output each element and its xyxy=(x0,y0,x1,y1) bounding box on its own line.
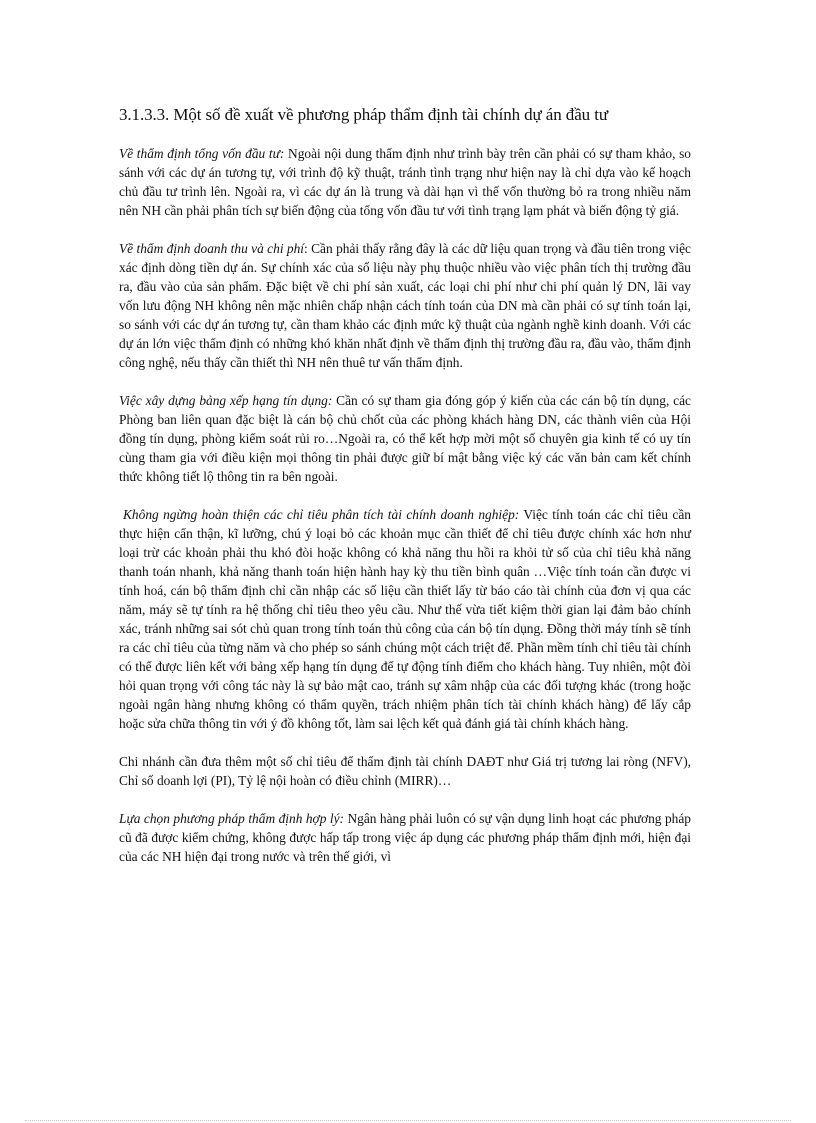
paragraph-lead: Lựa chọn phương pháp thẩm định hợp lý: xyxy=(119,811,344,826)
paragraph-total-investment xyxy=(119,144,691,220)
paragraph-lead: Về thẩm định tổng vốn đầu tư: xyxy=(119,146,285,161)
paragraph-lead: Việc xây dựng bảng xếp hạng tín dụng: xyxy=(119,393,333,408)
paragraph-lead: Về thẩm định doanh thu và chi phí xyxy=(119,241,305,256)
paragraph-text: Ngân hàng phải luôn có sự vận dụng linh hoạt các phương pháp cũ đã được kiểm chứng, không được hấp tấp trong việc áp dụng các phương pháp thẩm định mới, hiện đại của các NH hiện đại trong nước và trên thế giới, vì xyxy=(119,811,691,864)
paragraph-financial-indicators xyxy=(119,505,691,733)
paragraph-text: : Cần phải thấy rằng đây là các dữ liệu quan trọng và đầu tiên trong việc xác định dòng tiền dự án. Sự chính xác của số liệu này phụ thuộc nhiều vào việc phân tích thị trường đầu ra, đầu vào của sản phẩm. Đặc biệt về chi phí sản xuất, các loại chi phí như chi phí quản lý DN, lãi vay vốn lưu động NH không nên mặc nhiên chấp nhận cách tính toán của DN mà cần phải có sự tính toán lại, so sánh với các dự án tương tự, cần tham khảo các định mức kỹ thuật của ngành nghề kinh doanh. Với các dự án lớn việc thẩm định có những khó khăn nhất định về thẩm định thị trường đầu ra, đầu vào, thẩm định công nghệ, nếu thấy cần thiết thì NH nên thuê tư vấn thẩm định. xyxy=(119,241,691,370)
paragraph-text: Chi nhánh cần đưa thêm một số chỉ tiêu để thẩm định tài chính DAĐT như Giá trị tương lai ròng (NFV), Chỉ số doanh lợi (PI), Tỷ lệ nội hoàn có điều chỉnh (MIRR)… xyxy=(119,754,691,788)
paragraph-text: Ngoài nội dung thẩm định như trình bày trên cần phải có sự tham khảo, so sánh với các dự án tương tự, với trình độ kỹ thuật, tránh tình trạng như hiện nay là chỉ dựa vào kế hoạch chủ đầu tư trình lên. Ngoài ra, vì các dự án là trung và dài hạn vì thế vốn thường bỏ ra trong nhiều năm nên NH cần phải phân tích sự biến động của tổng vốn đầu tư với tình trạng lạm phát và biến động tỷ giá. xyxy=(119,146,691,218)
page-bottom-border xyxy=(25,1120,791,1121)
paragraph-branch-indicators xyxy=(119,752,691,790)
paragraph-credit-ranking xyxy=(119,391,691,486)
document-body xyxy=(119,144,691,885)
paragraph-revenue-cost xyxy=(119,239,691,372)
section-heading: 3.1.3.3. Một số đề xuất về phương pháp thẩm định tài chính dự án đầu tư xyxy=(119,105,608,124)
paragraph-text: Việc tính toán các chỉ tiêu cần thực hiện cẩn thận, kĩ lưỡng, chú ý loại bỏ các khoản mục cần thiết để chỉ tiêu được chính xác hơn như loại trừ các khoản phải thu khó đòi hoặc không có khả năng thu hồi ra khỏi tử số của chỉ tiêu khả năng thanh toán nhanh, khả năng thanh toán hiện hành hay kỳ thu tiền bình quân …Việc tính toán cần được vi tính hoá, cán bộ thẩm định chỉ cần nhập các số liệu cần thiết lấy từ báo cáo tài chính của đơn vị qua các năm, máy sẽ tự tính ra hệ thống chỉ tiêu theo yêu cầu. Như thế vừa tiết kiệm thời gian lại đảm bảo chính xác, tránh những sai sót chủ quan trong tính toán thủ công của cán bộ tín dụng. Đồng thời máy tính sẽ tính ra các chỉ tiêu của từng năm và cho phép so sánh chúng một cách triệt để. Phần mềm tính chỉ tiêu tài chính có thể được liên kết với bảng xếp hạng tín dụng để tự động tính điểm cho khách hàng. Tuy nhiên, một đòi hỏi quan trọng với công tác này là sự bảo mật cao, tránh sự xâm nhập của các đối tượng khác (trong hoặc ngoài ngân hàng nhưng không có thẩm quyền, trách nhiệm phân tích tài chính khách hàng) để lấy cắp hoặc sửa chữa thông tin với ý đồ không tốt, làm sai lệch kết quả đánh giá tài chính khách hàng. xyxy=(119,507,691,731)
paragraph-lead: Không ngừng hoàn thiện các chỉ tiêu phân tích tài chính doanh nghiệp: xyxy=(123,507,520,522)
paragraph-text: Cần có sự tham gia đóng góp ý kiến của các cán bộ tín dụng, các Phòng ban liên quan đặc biệt là cán bộ chủ chốt của các phòng khách hàng DN, các thành viên của Hội đồng tín dụng, phòng kiểm soát rủi ro…Ngoài ra, có thể kết hợp mời một số chuyên gia kinh tế có uy tín cùng tham gia với điều kiện mọi thông tin phải được giữ bí mật bằng việc ký các văn bản cam kết chính thức không tiết lộ thông tin ra bên ngoài. xyxy=(119,393,691,484)
paragraph-method-selection xyxy=(119,809,691,866)
